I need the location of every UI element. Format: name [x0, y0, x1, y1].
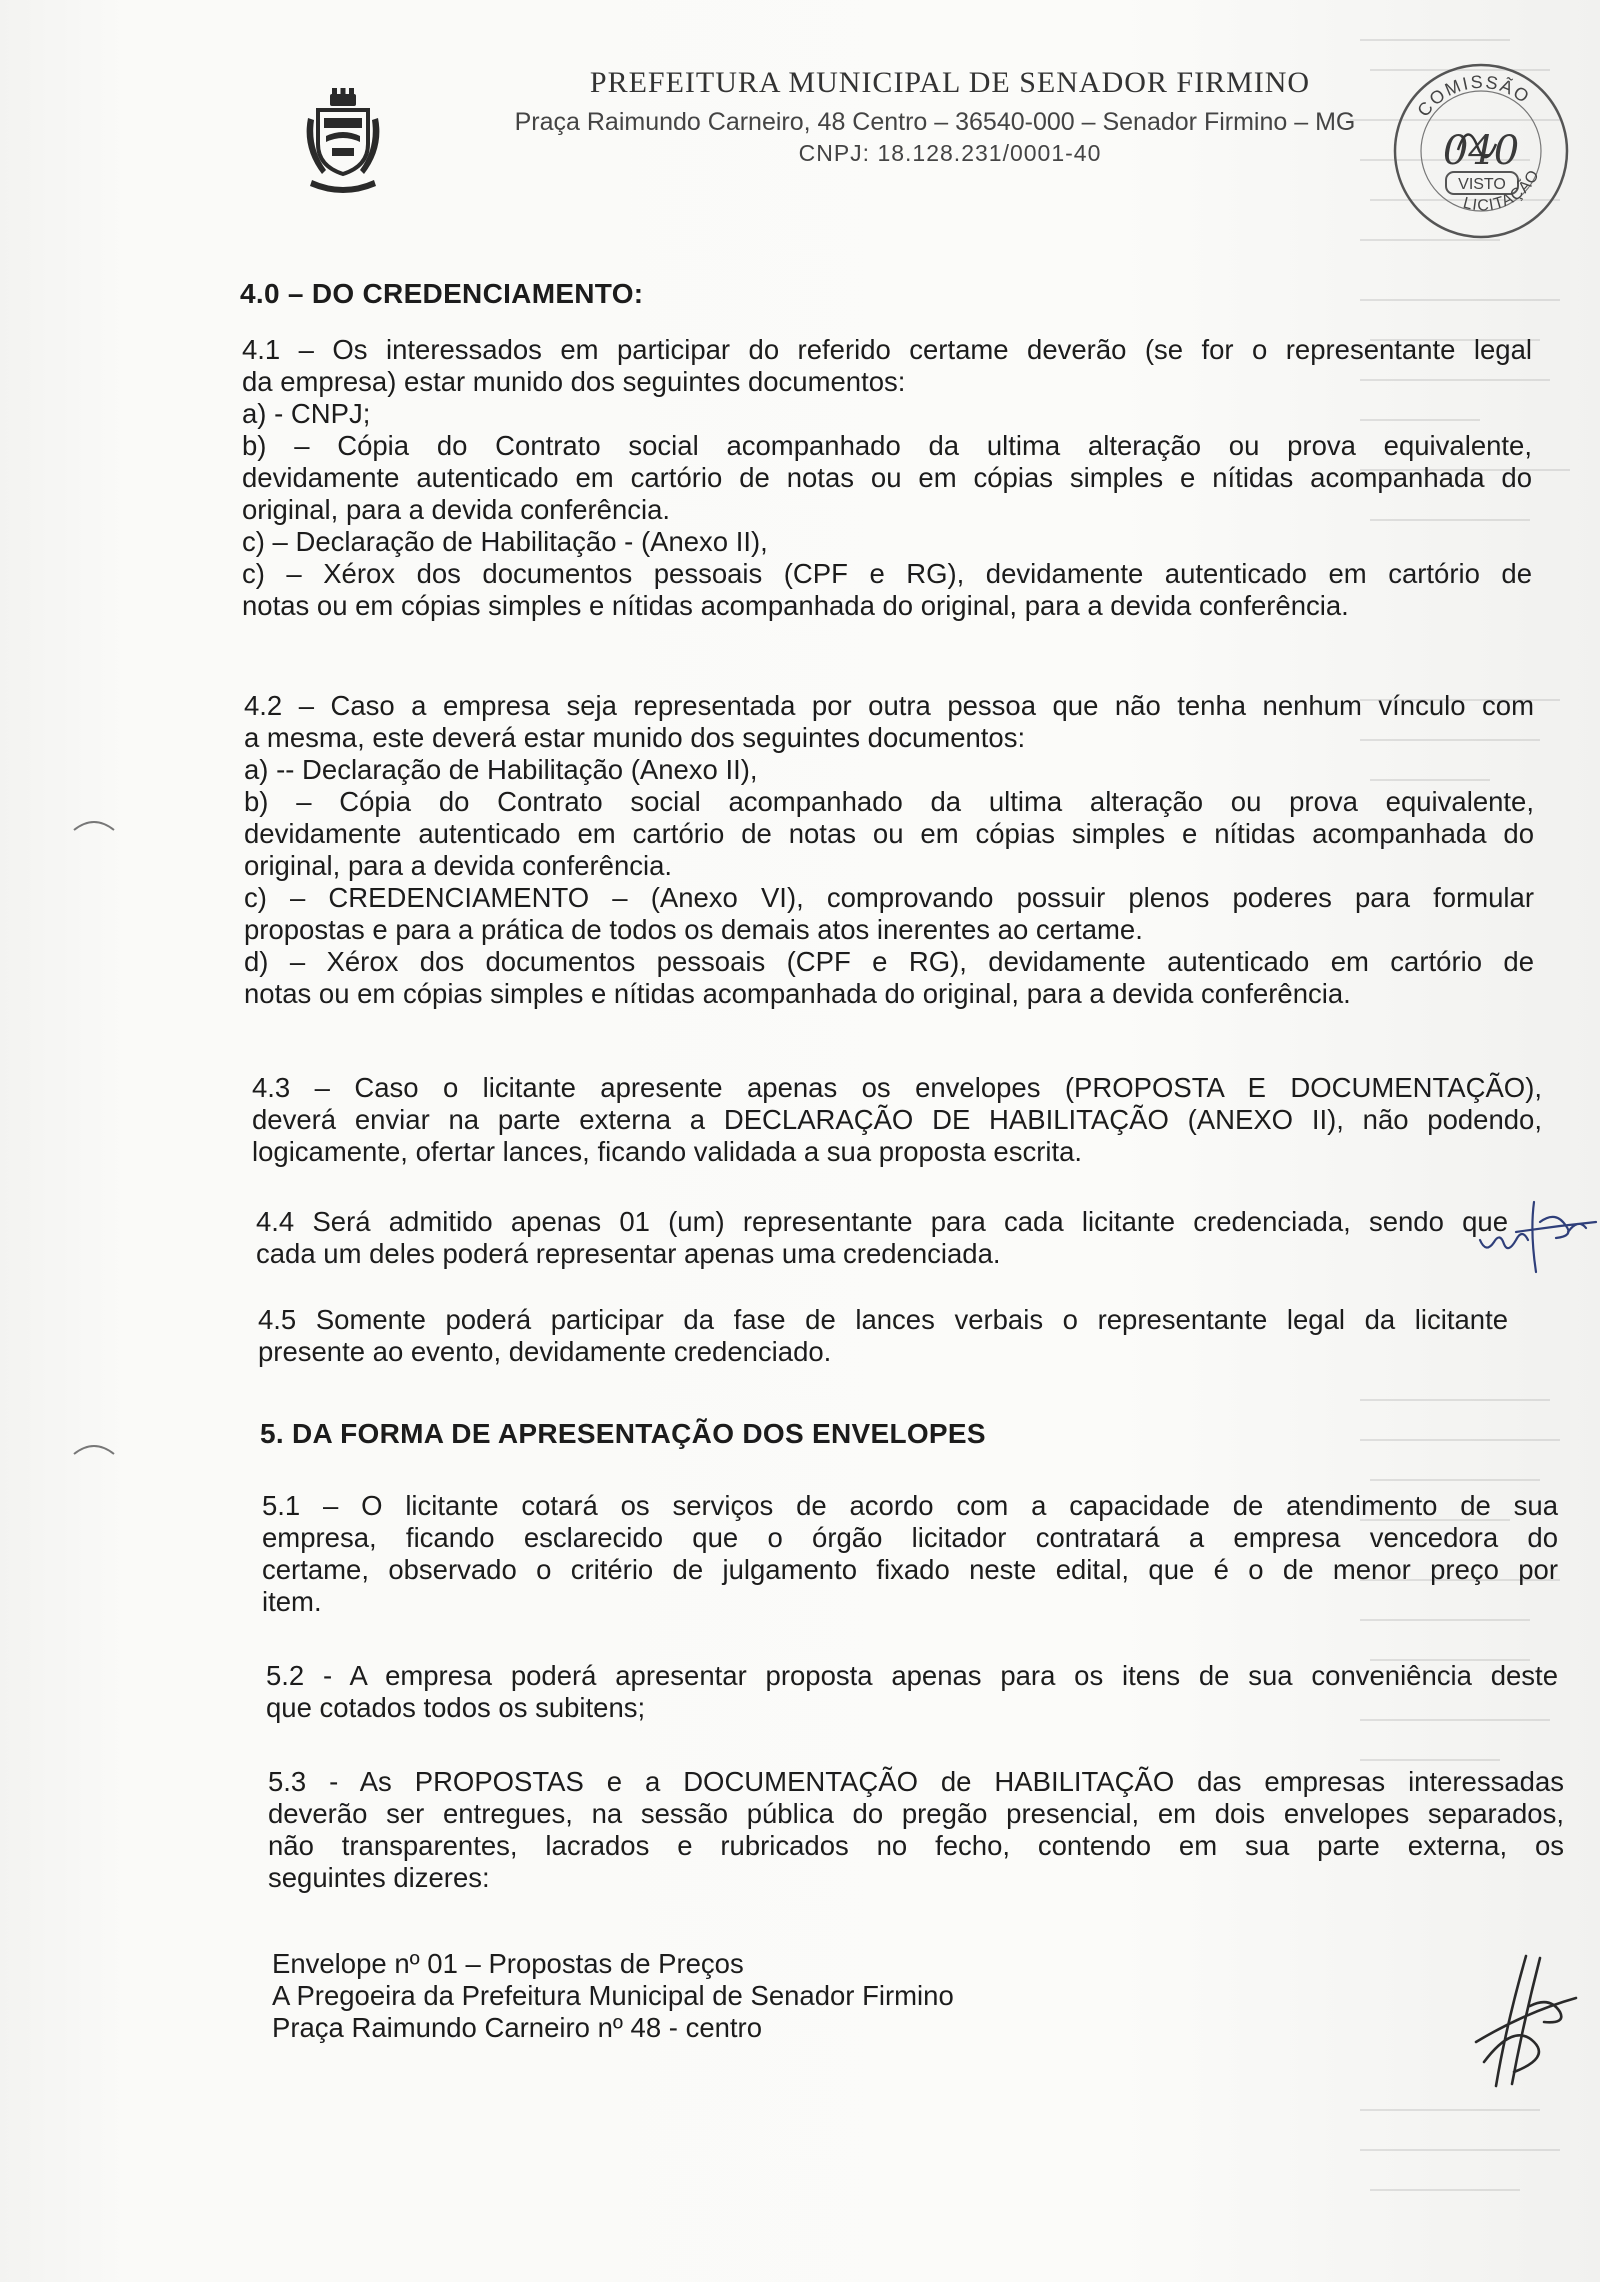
text-line: não transparentes, lacrados e rubricados no fecho, contendo em sua parte externa, os: [268, 1830, 1564, 1861]
text-line: c) – CREDENCIAMENTO – (Anexo VI), comprovando possuir plenos poderes para formular: [244, 882, 1534, 913]
stamp-top-text: COMISSÃO: [1413, 71, 1535, 121]
stamp-bottom-text: LICITAÇÃO: [1461, 166, 1544, 215]
text-line: deverá enviar na parte externa a DECLARAÇÃO DE HABILITAÇÃO (ANEXO II), não podendo,: [252, 1104, 1542, 1135]
paragraph-4-1: [242, 334, 1532, 622]
text-line: seguintes dizeres:: [268, 1862, 490, 1893]
text-line: propostas e para a prática de todos os demais atos inerentes ao certame.: [244, 914, 1143, 945]
text-line: 5.2 - A empresa poderá apresentar proposta apenas para os itens de sua conveniência deste: [266, 1660, 1558, 1691]
text-line: 4.2 – Caso a empresa seja representada por outra pessoa que não tenha nenhum vínculo com: [244, 690, 1534, 721]
commission-stamp: [1388, 58, 1574, 244]
section-4-heading: 4.0 – DO CREDENCIAMENTO:: [240, 278, 644, 309]
text-line: 4.5 Somente poderá participar da fase de lances verbais o representante legal da licitante: [258, 1304, 1508, 1335]
text-line: empresa, ficando esclarecido que o órgão licitador contratará a empresa vencedora do: [262, 1522, 1558, 1553]
section-5-heading: 5. DA FORMA DE APRESENTAÇÃO DOS ENVELOPES: [260, 1418, 986, 1449]
text-line: item.: [262, 1586, 322, 1617]
text-line: cada um deles poderá representar apenas uma credenciada.: [256, 1238, 1001, 1269]
text-line: 4.1 – Os interessados em participar do referido certame deverão (se for o representante legal: [242, 334, 1532, 365]
paragraph-5-2: [266, 1660, 1558, 1724]
punch-mark: [70, 812, 120, 836]
header-address: Praça Raimundo Carneiro, 48 Centro – 36540-000 – Senador Firmino – MG: [514, 108, 1356, 136]
text-line: 4.4 Será admitido apenas 01 (um) representante para cada licitante credenciada, sendo que: [256, 1206, 1508, 1237]
text-line: original, para a devida conferência.: [244, 850, 673, 881]
envelope-address-block: [272, 1948, 1172, 2044]
text-line: 5.3 - As PROPOSTAS e a DOCUMENTAÇÃO de HABILITAÇÃO das empresas interessadas: [268, 1766, 1564, 1797]
paragraph-5-3: [268, 1766, 1564, 1894]
text-line: a) - CNPJ;: [242, 398, 371, 429]
paragraph-5-1: [262, 1490, 1558, 1618]
text-line: A Pregoeira da Prefeitura Municipal de Senador Firmino: [272, 1980, 954, 2011]
text-line: c) – Declaração de Habilitação - (Anexo II),: [242, 526, 768, 557]
text-line: Praça Raimundo Carneiro nº 48 - centro: [272, 2012, 763, 2043]
rubric-signature-top: [1476, 1192, 1600, 1278]
text-line: a mesma, este deverá estar munido dos seguintes documentos:: [244, 722, 1026, 753]
text-line: devidamente autenticado em cartório de notas ou em cópias simples e nítidas acompanhada do: [244, 818, 1534, 849]
municipal-crest-logo: [302, 88, 384, 196]
text-line: c) – Xérox dos documentos pessoais (CPF e RG), devidamente autenticado em cartório de: [242, 558, 1532, 589]
text-line: logicamente, ofertar lances, ficando validada a sua proposta escrita.: [252, 1136, 1083, 1167]
text-line: Envelope nº 01 – Propostas de Preços: [272, 1948, 744, 1979]
text-line: da empresa) estar munido dos seguintes documentos:: [242, 366, 906, 397]
punch-mark: [70, 1436, 120, 1460]
text-line: original, para a devida conferência.: [242, 494, 671, 525]
paragraph-4-5: [258, 1304, 1508, 1368]
stamp-visto: VISTO: [1458, 176, 1506, 193]
text-line: certame, observado o critério de julgamento fixado neste edital, que é o de menor preço por: [262, 1554, 1558, 1585]
paragraph-4-2: [244, 690, 1534, 1010]
text-line: d) – Xérox dos documentos pessoais (CPF e RG), devidamente autenticado em cartório de: [244, 946, 1534, 977]
stamp-page-number: 040: [1442, 128, 1520, 174]
paragraph-4-3: [252, 1072, 1542, 1168]
text-line: b) – Cópia do Contrato social acompanhado da ultima alteração ou prova equivalente,: [242, 430, 1532, 461]
header-title: PREFEITURA MUNICIPAL DE SENADOR FIRMINO: [589, 66, 1311, 99]
svg-text:COMISSÃO: [1413, 72, 1534, 121]
text-line: devidamente autenticado em cartório de notas ou em cópias simples e nítidas acompanhada do: [242, 462, 1532, 493]
rubric-signature-bottom: [1466, 1946, 1586, 2096]
header-cnpj: CNPJ: 18.128.231/0001-40: [798, 140, 1102, 166]
text-line: que cotados todos os subitens;: [266, 1692, 646, 1723]
text-line: presente ao evento, devidamente credenciado.: [258, 1336, 832, 1367]
paragraph-4-4: [256, 1206, 1508, 1270]
text-line: notas ou em cópias simples e nítidas acompanhada do original, para a devida conferência.: [244, 978, 1351, 1009]
text-line: b) – Cópia do Contrato social acompanhado da ultima alteração ou prova equivalente,: [244, 786, 1534, 817]
text-line: 4.3 – Caso o licitante apresente apenas os envelopes (PROPOSTA E DOCUMENTAÇÃO),: [252, 1072, 1542, 1103]
text-line: 5.1 – O licitante cotará os serviços de acordo com a capacidade de atendimento de sua: [262, 1490, 1558, 1521]
text-line: notas ou em cópias simples e nítidas acompanhada do original, para a devida conferência.: [242, 590, 1349, 621]
text-line: deverão ser entregues, na sessão pública do pregão presencial, em dois envelopes separados,: [268, 1798, 1564, 1829]
text-line: a) -- Declaração de Habilitação (Anexo II),: [244, 754, 758, 785]
